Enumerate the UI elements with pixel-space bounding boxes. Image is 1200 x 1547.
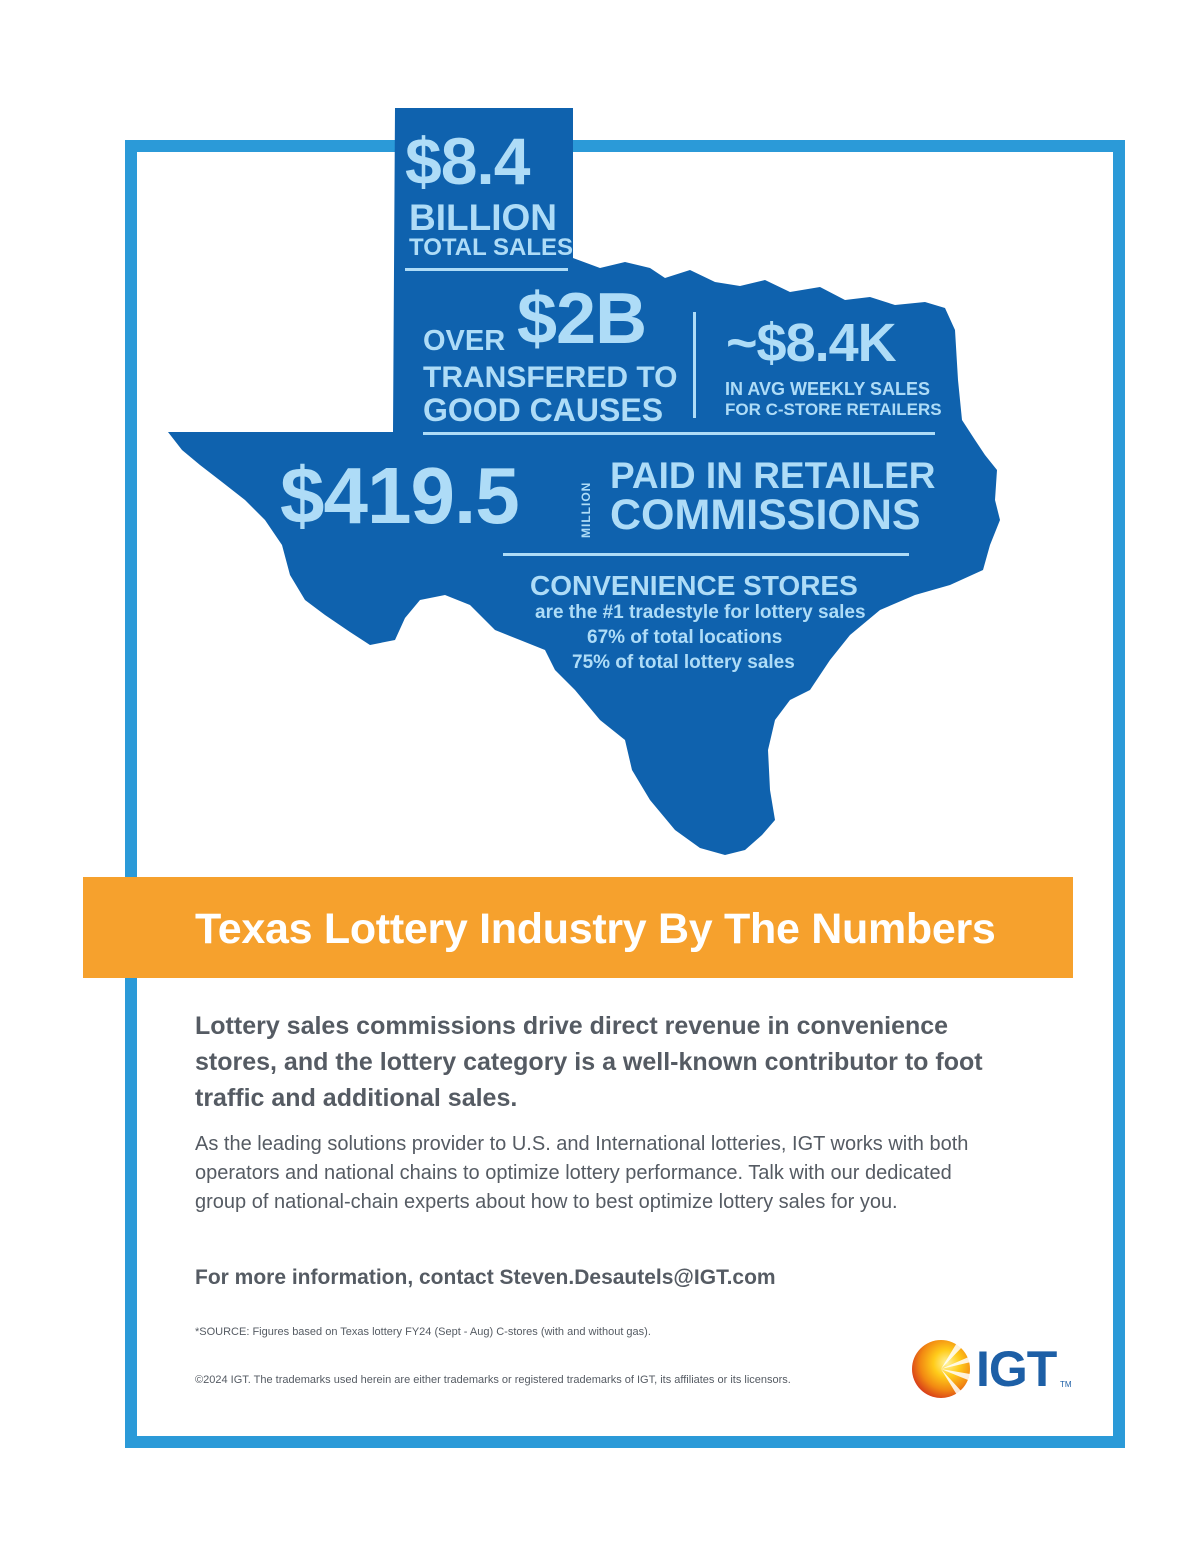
convenience-line1: are the #1 tradestyle for lottery sales	[535, 602, 866, 623]
good-causes-line2: GOOD CAUSES	[423, 392, 664, 428]
good-causes-prefix: OVER	[423, 325, 506, 357]
commissions-value: $419.5	[280, 451, 519, 540]
weekly-sales-line2: FOR C-STORE RETAILERS	[725, 400, 942, 419]
commissions-line2: COMMISSIONS	[610, 491, 921, 539]
divider-commissions	[503, 553, 909, 556]
convenience-line2: 67% of total locations	[587, 627, 783, 648]
commissions-unit: MILLION	[579, 481, 593, 538]
commissions-line1: PAID IN RETAILER	[610, 455, 936, 496]
total-sales-value: $8.4	[405, 124, 530, 198]
source-note: *SOURCE: Figures based on Texas lottery FY24 (Sept - Aug) C-stores (with and without gas).	[195, 1326, 651, 1338]
divider-middle	[423, 432, 935, 435]
weekly-sales-line1: IN AVG WEEKLY SALES	[725, 379, 931, 399]
title-banner	[83, 877, 1073, 978]
weekly-sales-value: ~$8.4K	[726, 313, 896, 373]
convenience-title: CONVENIENCE STORES	[530, 570, 858, 601]
sunburst-logo-icon	[910, 1338, 972, 1400]
divider-total-sales	[405, 268, 568, 271]
contact-line: For more information, contact Steven.Desautels@IGT.com	[195, 1266, 776, 1289]
good-causes-value: $2B	[517, 279, 647, 359]
convenience-line3: 75% of total lottery sales	[572, 652, 795, 673]
body-paragraph: As the leading solutions provider to U.S. and International lotteries, IGT works with both operators and national chains to optimize lottery performance. Talk with our dedicated group of national-chain experts about how to best optimize lottery sales for you.	[195, 1133, 969, 1213]
logo-wordmark: IGT	[976, 1341, 1057, 1397]
good-causes-line1: TRANSFERED TO	[423, 361, 678, 394]
igt-logo	[910, 1338, 1080, 1400]
lead-paragraph: Lottery sales commissions drive direct revenue in convenience stores, and the lottery category is a well-known contributor to foot traffic and additional sales.	[195, 1012, 983, 1112]
copyright-note: ©2024 IGT. The trademarks used herein are either trademarks or registered trademarks of IGT, its affiliates or its licensors.	[195, 1374, 791, 1386]
trademark-mark: TM	[1060, 1380, 1072, 1389]
total-sales-unit: BILLION	[409, 197, 557, 238]
page-title: Texas Lottery Industry By The Numbers	[195, 905, 996, 953]
total-sales-label: TOTAL SALES	[409, 234, 574, 261]
divider-vertical	[693, 312, 696, 418]
